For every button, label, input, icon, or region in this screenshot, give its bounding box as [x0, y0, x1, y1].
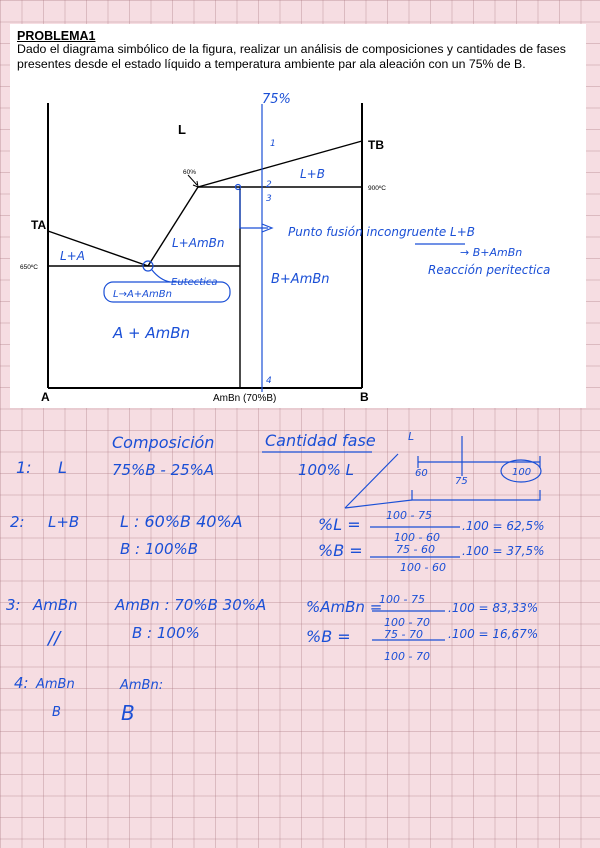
row3-pct-B: %B = — [306, 627, 351, 646]
note-pt1: 1 — [270, 139, 276, 149]
incongruent-products: → B+AmBn — [460, 246, 523, 259]
incongruent-bracket — [240, 190, 268, 228]
row2-phase: L+B — [48, 513, 80, 531]
row3-number: 3: — [6, 596, 21, 614]
arrow-60-line — [188, 175, 197, 185]
row3-phase-equals: // — [48, 628, 61, 649]
row3-result2: .100 = 16,67% — [448, 627, 539, 641]
row2-pct-B: %B = — [318, 541, 363, 560]
row3-frac1-den: 100 - 70 — [384, 616, 430, 629]
label-compound: AmBn (70%B) — [213, 393, 277, 404]
region-A-AmBn: A + AmBn — [113, 324, 191, 342]
row3-comp-B: B : 100% — [132, 624, 200, 642]
diagram-annotations — [104, 104, 465, 392]
label-60: 60% — [183, 169, 197, 176]
liquidus-middle — [148, 187, 198, 266]
row4-comp-AmBn: AmBn: — [120, 678, 164, 693]
note-75: 75% — [262, 92, 291, 107]
row2-frac2-den: 100 - 60 — [400, 561, 446, 574]
row3-result1: .100 = 83,33% — [448, 601, 539, 615]
label-L: L — [178, 122, 186, 137]
lever-100: 100 — [512, 467, 532, 478]
row4-phase: AmBn — [36, 677, 75, 692]
row2-pct-L: %L = — [318, 515, 361, 534]
row1-composition: 75%B - 25%A — [112, 461, 215, 479]
row3-phase: AmBn — [33, 596, 78, 614]
eutectic-reaction: L→A+AmBn — [113, 289, 172, 300]
row2-frac1-den: 100 - 60 — [394, 531, 440, 544]
row3-comp-AmBn: AmBn : 70%B 30%A — [115, 596, 267, 614]
eutectic-label: Eutectica — [171, 277, 218, 288]
eutectic-pointer — [152, 270, 170, 282]
pointer-to-pctL — [345, 500, 412, 508]
row3-pct-AmBn: %AmBn = — [306, 598, 383, 616]
row1-phase: L — [58, 458, 67, 477]
label-900: 900ºC — [368, 185, 386, 192]
label-B: B — [360, 390, 369, 404]
header-quantity: Cantidad fase — [265, 431, 376, 450]
lever-60: 60 — [415, 468, 428, 479]
liquidus-right — [198, 141, 362, 187]
lever-75: 75 — [455, 476, 468, 487]
diagram-labels — [20, 122, 386, 404]
row4-comp-B: B — [121, 701, 135, 725]
row4-phase-b: B — [52, 705, 61, 720]
row2-number: 2: — [10, 513, 25, 531]
row1-quantity: 100% L — [298, 461, 355, 479]
label-A: A — [41, 390, 50, 404]
note-pt2: 2 — [266, 180, 272, 190]
lever-L: L — [408, 430, 415, 443]
header-composition: Composición — [112, 433, 215, 452]
label-TA: TA — [31, 218, 47, 232]
row2-result2: .100 = 37,5% — [462, 544, 545, 558]
row2-comp-B: B : 100%B — [120, 540, 199, 558]
label-TB: TB — [368, 138, 384, 152]
row2-frac1-num: 100 - 75 — [386, 509, 432, 522]
problem-title: PROBLEMA1 — [17, 29, 96, 43]
label-650: 650ºC — [20, 264, 38, 271]
row4-number: 4: — [14, 674, 29, 692]
region-L-AmBn: L+AmBn — [172, 236, 225, 250]
incongruent-note: Punto fusión incongruente L+B — [288, 225, 475, 239]
row2-result1: .100 = 62,5% — [462, 519, 545, 533]
row2-comp-L: L : 60%B 40%A — [120, 512, 243, 531]
note-pt3: 3 — [266, 194, 272, 204]
diagram-annotation-text — [60, 92, 550, 386]
row1-number: 1: — [16, 458, 32, 477]
row3-frac1-num: 100 - 75 — [379, 593, 425, 606]
row3-frac2-num: 75 - 70 — [384, 628, 423, 641]
row3-frac2-den: 100 - 70 — [384, 650, 430, 663]
lever-bracket — [412, 490, 540, 500]
peritectic-note: Reacción peritectica — [428, 263, 551, 277]
region-B-AmBn: B+AmBn — [271, 272, 330, 287]
row2-frac2-num: 75 - 60 — [396, 543, 435, 556]
note-pt4: 4 — [266, 376, 272, 386]
region-LA: L+A — [60, 249, 85, 263]
problem-statement: Dado el diagrama simbólico de la figura, realizar un análisis de composiciones y cantidades de fases presentes desde el estado líquido a temperatura ambiente par ala aleación con un 75% de B. — [17, 42, 566, 71]
notes-text — [6, 430, 545, 725]
region-LB: L+B — [300, 167, 325, 181]
